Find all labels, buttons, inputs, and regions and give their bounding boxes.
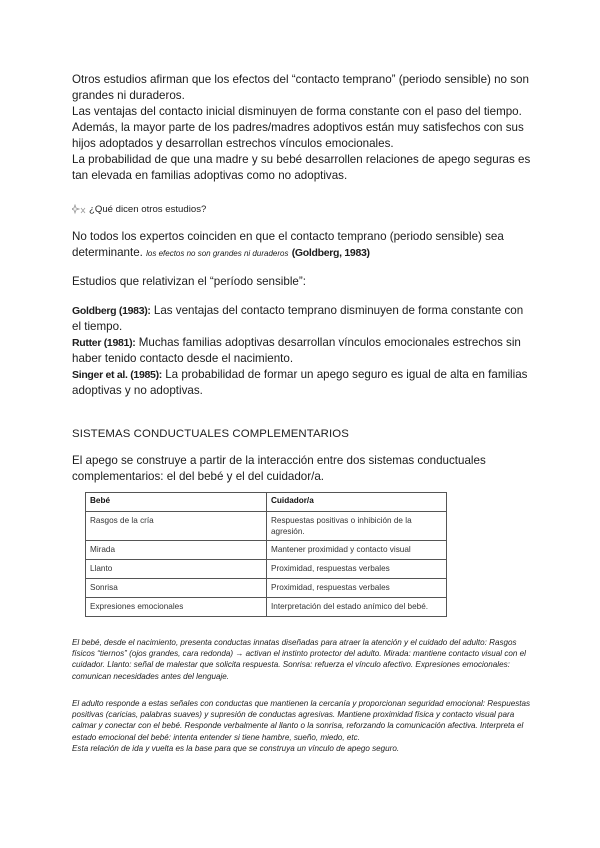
table-row xyxy=(86,541,447,560)
table-cell: Sonrisa xyxy=(86,579,267,598)
sparkle-icon xyxy=(72,204,86,215)
note-adulto-block xyxy=(72,698,532,754)
question-heading-text: ¿Qué dicen otros estudios? xyxy=(89,204,207,215)
systems-table xyxy=(85,492,447,617)
table-row xyxy=(86,598,447,617)
study-author: Rutter (1981): xyxy=(72,337,136,349)
table-header-row xyxy=(86,493,447,512)
study-text: Muchas familias adoptivas desarrollan vínculos emocionales estrechos sin haber tenido contacto desde el nacimiento. xyxy=(72,336,521,365)
experts-cite: (Goldberg, 1983) xyxy=(291,247,370,259)
note-adulto: El adulto responde a estas señales con conductas que mantienen la cercanía y proporcionan seguridad emocional: Respuestas positivas (caricias, palabras suaves) y supresión de conductas agresivas. Mantiene proximidad física y contacto visual para calmar y conectar con el bebé. Responde verbalmente al llanto o la sonrisa, reforzando la comunicación afectiva. Interpreta el estado emocional del bebé: intenta entender si tiene hambre, sueño, miedo, etc. xyxy=(72,699,531,742)
table-cell: Rasgos de la cría xyxy=(86,512,267,541)
study-item xyxy=(72,303,532,335)
section-intro: El apego se construye a partir de la interacción entre dos sistemas conductuales complementarios: el del bebé y el del cuidador/a. xyxy=(72,454,486,483)
experts-paragraph xyxy=(72,229,532,262)
experts-text: No todos los expertos coinciden en que el contacto temprano (periodo sensible) sea determinante. xyxy=(72,230,504,259)
table-cell: Interpretación del estado anímico del bebé. xyxy=(267,598,447,617)
study-text: La probabilidad de formar un apego seguro es igual de alta en familias adoptivas y no adoptivas. xyxy=(72,368,528,397)
table-cell: Llanto xyxy=(86,560,267,579)
table-cell: Proximidad, respuestas verbales xyxy=(267,579,447,598)
note-conclusion: Esta relación de ida y vuelta es la base para que se construya un vínculo de apego seguro. xyxy=(72,743,400,753)
table-cell: Expresiones emocionales xyxy=(86,598,267,617)
intro-block xyxy=(72,72,532,184)
experts-note: los efectos no son grandes ni duraderos xyxy=(146,249,289,258)
header-cuidador: Cuidador/a xyxy=(267,493,447,512)
table-row xyxy=(86,512,447,541)
study-item xyxy=(72,367,532,399)
table-row xyxy=(86,560,447,579)
question-heading xyxy=(72,204,206,215)
studies-list xyxy=(72,303,532,399)
study-text: Las ventajas del contacto temprano disminuyen de forma constante con el tiempo. xyxy=(72,304,524,333)
study-author: Goldberg (1983): xyxy=(72,305,151,317)
intro-line: Además, la mayor parte de los padres/madres adoptivos están muy satisfechos con sus hijos adoptados y desarrollan estrechos vínculos emocionales. xyxy=(72,121,524,150)
table-cell: Mirada xyxy=(86,541,267,560)
note-bebe: El bebé, desde el nacimiento, presenta conductas innatas diseñadas para atraer la atención y el cuidado del adulto: Rasgos físicos “tiernos” (ojos grandes, cara redonda) → activan el instinto protector del adulto. Mirada: mantiene contacto visual con el cuidador. Llanto: señal de malestar que solicita respuesta. Sonrisa: refuerza el vínculo afectivo. Expresiones emocionales: comunican necesidades antes del lenguaje. xyxy=(72,638,526,681)
intro-line: Las ventajas del contacto inicial disminuyen de forma constante con el paso del tiempo. xyxy=(72,105,522,118)
study-item xyxy=(72,335,532,367)
section-title: SISTEMAS CONDUCTUALES COMPLEMENTARIOS xyxy=(72,428,349,440)
table-cell: Respuestas positivas o inhibición de la agresión. xyxy=(267,512,447,541)
table-cell: Mantener proximidad y contacto visual xyxy=(267,541,447,560)
table-row xyxy=(86,579,447,598)
header-bebe: Bebé xyxy=(86,493,267,512)
table-cell: Proximidad, respuestas verbales xyxy=(267,560,447,579)
intro-line: Otros estudios afirman que los efectos del “contacto temprano” (periodo sensible) no son grandes ni duraderos. xyxy=(72,73,529,102)
study-author: Singer et al. (1985): xyxy=(72,369,162,381)
intro-line: La probabilidad de que una madre y su bebé desarrollen relaciones de apego seguras es tan elevada en familias adoptivas como no adoptivas. xyxy=(72,153,531,182)
relativize-heading: Estudios que relativizan el “período sensible”: xyxy=(72,275,306,288)
